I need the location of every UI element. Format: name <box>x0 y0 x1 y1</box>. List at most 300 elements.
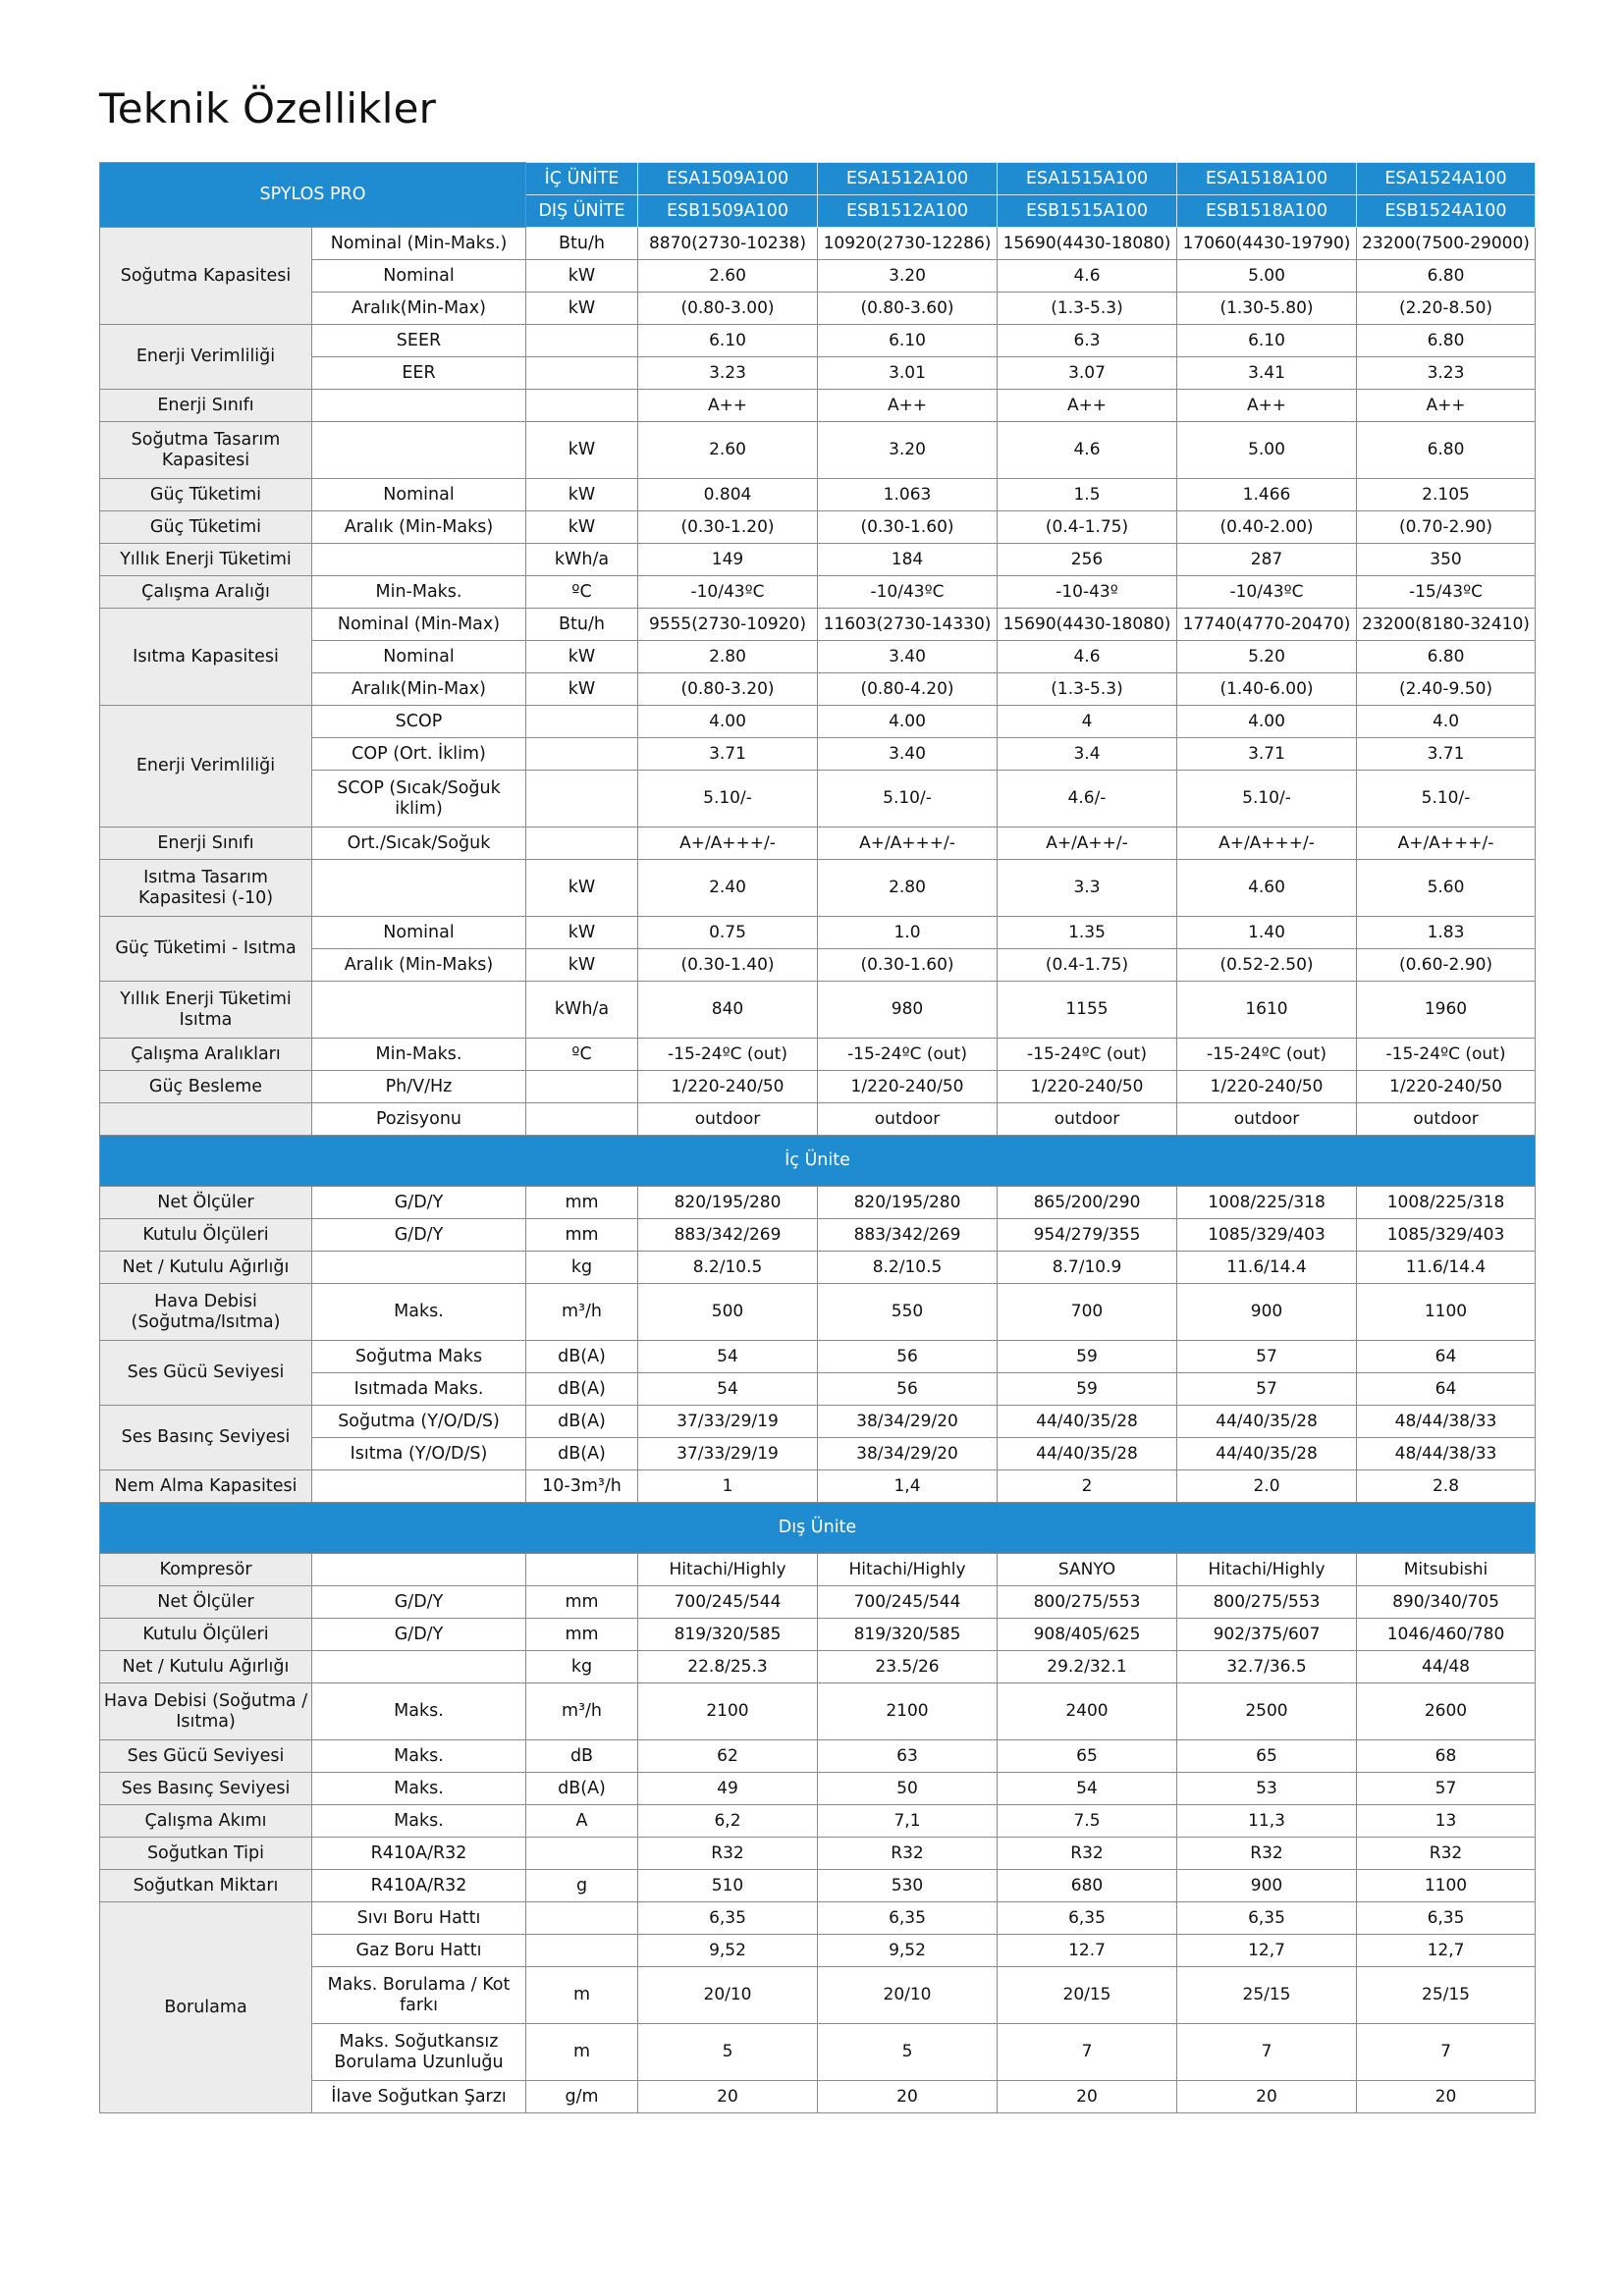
table-row <box>100 609 1536 641</box>
value-cell: 20/10 <box>638 1967 818 2024</box>
table-row <box>100 2024 1536 2081</box>
row-sub-label: Isıtma (Y/O/D/S) <box>312 1438 526 1470</box>
value-cell: 68 <box>1357 1740 1536 1773</box>
value-cell: 56 <box>818 1341 998 1373</box>
row-sub-label: Ph/V/Hz <box>312 1071 526 1103</box>
value-cell: outdoor <box>818 1103 998 1136</box>
value-cell: 37/33/29/19 <box>638 1406 818 1438</box>
row-sub-label <box>312 860 526 917</box>
indoor-model: ESA1515A100 <box>998 163 1177 195</box>
value-cell: 2.60 <box>638 422 818 479</box>
value-cell: 908/405/625 <box>998 1619 1177 1651</box>
value-cell: 65 <box>998 1740 1177 1773</box>
value-cell: 6,35 <box>998 1902 1177 1935</box>
row-group-label: Net / Kutulu Ağırlığı <box>100 1651 312 1683</box>
value-cell: 3.41 <box>1177 357 1357 390</box>
value-cell: 2.60 <box>638 260 818 293</box>
row-group-label: Nem Alma Kapasitesi <box>100 1470 312 1503</box>
row-sub-label <box>312 1554 526 1586</box>
value-cell: 11.6/14.4 <box>1177 1252 1357 1284</box>
row-sub-label: Maks. Borulama / Kot farkı <box>312 1967 526 2024</box>
value-cell: 1/220-240/50 <box>1357 1071 1536 1103</box>
table-row <box>100 576 1536 609</box>
table-row <box>100 1103 1536 1136</box>
row-sub-label: Maks. Soğutkansız Borulama Uzunluğu <box>312 2024 526 2081</box>
value-cell: 8870(2730-10238) <box>638 228 818 260</box>
table-row <box>100 1406 1536 1438</box>
value-cell: 57 <box>1177 1341 1357 1373</box>
value-cell: 7.5 <box>998 1805 1177 1838</box>
value-cell: 6.10 <box>638 325 818 357</box>
value-cell: Hitachi/Highly <box>1177 1554 1357 1586</box>
row-sub-label: Isıtmada Maks. <box>312 1373 526 1406</box>
value-cell: 700 <box>998 1284 1177 1341</box>
value-cell: 350 <box>1357 544 1536 576</box>
row-unit: dB(A) <box>526 1773 638 1805</box>
value-cell: 57 <box>1357 1773 1536 1805</box>
table-row <box>100 293 1536 325</box>
row-sub-label: Gaz Boru Hattı <box>312 1935 526 1967</box>
row-group-label: Hava Debisi (Soğutma/Isıtma) <box>100 1284 312 1341</box>
row-sub-label <box>312 422 526 479</box>
value-cell: 7 <box>998 2024 1177 2081</box>
value-cell: Hitachi/Highly <box>818 1554 998 1586</box>
row-unit: dB <box>526 1740 638 1773</box>
value-cell: 3.71 <box>638 738 818 771</box>
value-cell: 20 <box>1357 2081 1536 2113</box>
row-group-label: Güç Tüketimi <box>100 511 312 544</box>
value-cell: -15-24ºC (out) <box>1177 1039 1357 1071</box>
value-cell: A+/A+++/- <box>1357 828 1536 860</box>
value-cell: 6.3 <box>998 325 1177 357</box>
value-cell: 23.5/26 <box>818 1651 998 1683</box>
value-cell: 20 <box>638 2081 818 2113</box>
value-cell: 954/279/355 <box>998 1219 1177 1252</box>
table-row <box>100 949 1536 982</box>
spec-table-body <box>100 163 1536 2113</box>
value-cell: 12,7 <box>1357 1935 1536 1967</box>
outdoor-unit-label: DIŞ ÜNİTE <box>526 195 638 228</box>
row-sub-label: Nominal <box>312 479 526 511</box>
value-cell: 820/195/280 <box>638 1187 818 1219</box>
value-cell: 890/340/705 <box>1357 1586 1536 1619</box>
table-row <box>100 738 1536 771</box>
value-cell: 530 <box>818 1870 998 1902</box>
value-cell: 53 <box>1177 1773 1357 1805</box>
value-cell: 700/245/544 <box>818 1586 998 1619</box>
row-unit: m <box>526 1967 638 2024</box>
row-group-label: Soğutma Kapasitesi <box>100 228 312 325</box>
row-group-label: Ses Gücü Seviyesi <box>100 1341 312 1406</box>
row-unit: kW <box>526 479 638 511</box>
row-sub-label: Maks. <box>312 1683 526 1740</box>
value-cell: outdoor <box>998 1103 1177 1136</box>
value-cell: 13 <box>1357 1805 1536 1838</box>
table-row <box>100 1870 1536 1902</box>
value-cell: 0.75 <box>638 917 818 949</box>
value-cell: 5.00 <box>1177 422 1357 479</box>
value-cell: -10-43º <box>998 576 1177 609</box>
value-cell: 4.6 <box>998 260 1177 293</box>
value-cell: (0.70-2.90) <box>1357 511 1536 544</box>
table-row <box>100 1554 1536 1586</box>
table-row <box>100 390 1536 422</box>
row-sub-label <box>312 1470 526 1503</box>
row-sub-label: Nominal <box>312 260 526 293</box>
table-row <box>100 1470 1536 1503</box>
outdoor-model: ESB1509A100 <box>638 195 818 228</box>
value-cell: 25/15 <box>1357 1967 1536 2024</box>
value-cell: (1.3-5.3) <box>998 293 1177 325</box>
row-unit <box>526 828 638 860</box>
table-row <box>100 1219 1536 1252</box>
row-unit: dB(A) <box>526 1438 638 1470</box>
value-cell: A+/A+++/- <box>1177 828 1357 860</box>
value-cell: 2100 <box>638 1683 818 1740</box>
row-unit: kW <box>526 673 638 706</box>
table-row <box>100 1683 1536 1740</box>
value-cell: 3.07 <box>998 357 1177 390</box>
value-cell: 4.6/- <box>998 771 1177 828</box>
row-unit: Btu/h <box>526 609 638 641</box>
value-cell: 9,52 <box>638 1935 818 1967</box>
row-sub-label: SCOP <box>312 706 526 738</box>
value-cell: 6,35 <box>638 1902 818 1935</box>
value-cell: 54 <box>998 1773 1177 1805</box>
table-row <box>100 1740 1536 1773</box>
row-sub-label: Maks. <box>312 1284 526 1341</box>
table-row <box>100 260 1536 293</box>
row-unit: kWh/a <box>526 544 638 576</box>
row-group-label: Soğutkan Tipi <box>100 1838 312 1870</box>
table-row <box>100 860 1536 917</box>
row-sub-label <box>312 1651 526 1683</box>
value-cell: (2.20-8.50) <box>1357 293 1536 325</box>
value-cell: 1100 <box>1357 1870 1536 1902</box>
row-group-label: Isıtma Kapasitesi <box>100 609 312 706</box>
value-cell: 11.6/14.4 <box>1357 1252 1536 1284</box>
table-row <box>100 1373 1536 1406</box>
value-cell: 3.23 <box>638 357 818 390</box>
value-cell: 7 <box>1357 2024 1536 2081</box>
value-cell: 6.10 <box>1177 325 1357 357</box>
row-sub-label: G/D/Y <box>312 1619 526 1651</box>
row-unit <box>526 706 638 738</box>
value-cell: 4 <box>998 706 1177 738</box>
value-cell: 5.10/- <box>638 771 818 828</box>
value-cell: 1.063 <box>818 479 998 511</box>
value-cell: R32 <box>998 1838 1177 1870</box>
section-header-row <box>100 1503 1536 1554</box>
outdoor-model: ESB1512A100 <box>818 195 998 228</box>
table-row <box>100 1438 1536 1470</box>
value-cell: 6,35 <box>818 1902 998 1935</box>
table-row <box>100 1039 1536 1071</box>
table-row <box>100 1586 1536 1619</box>
value-cell: (0.40-2.00) <box>1177 511 1357 544</box>
row-group-label: Güç Tüketimi - Isıtma <box>100 917 312 982</box>
value-cell: 1085/329/403 <box>1357 1219 1536 1252</box>
value-cell: -15/43ºC <box>1357 576 1536 609</box>
row-unit <box>526 738 638 771</box>
row-unit: A <box>526 1805 638 1838</box>
table-row <box>100 325 1536 357</box>
table-row <box>100 828 1536 860</box>
value-cell: 25/15 <box>1177 1967 1357 2024</box>
value-cell: 15690(4430-18080) <box>998 228 1177 260</box>
row-sub-label: Nominal (Min-Maks.) <box>312 228 526 260</box>
table-row <box>100 982 1536 1039</box>
row-sub-label: Min-Maks. <box>312 1039 526 1071</box>
value-cell: 800/275/553 <box>1177 1586 1357 1619</box>
outdoor-model: ESB1515A100 <box>998 195 1177 228</box>
row-group-label: Ses Basınç Seviyesi <box>100 1773 312 1805</box>
value-cell: 7,1 <box>818 1805 998 1838</box>
value-cell: 8.2/10.5 <box>638 1252 818 1284</box>
value-cell: (0.4-1.75) <box>998 511 1177 544</box>
row-sub-label <box>312 390 526 422</box>
value-cell: (0.52-2.50) <box>1177 949 1357 982</box>
value-cell: 44/40/35/28 <box>1177 1438 1357 1470</box>
value-cell: 20/15 <box>998 1967 1177 2024</box>
row-sub-label: R410A/R32 <box>312 1870 526 1902</box>
table-row <box>100 673 1536 706</box>
row-unit: kW <box>526 422 638 479</box>
value-cell: 902/375/607 <box>1177 1619 1357 1651</box>
value-cell: 22.8/25.3 <box>638 1651 818 1683</box>
row-group-label: Soğutkan Miktarı <box>100 1870 312 1902</box>
value-cell: (0.30-1.20) <box>638 511 818 544</box>
table-row <box>100 1838 1536 1870</box>
value-cell: (0.60-2.90) <box>1357 949 1536 982</box>
row-group-label: Yıllık Enerji Tüketimi Isıtma <box>100 982 312 1039</box>
row-sub-label: İlave Soğutkan Şarzı <box>312 2081 526 2113</box>
value-cell: -15-24ºC (out) <box>1357 1039 1536 1071</box>
value-cell: 64 <box>1357 1373 1536 1406</box>
value-cell: A++ <box>638 390 818 422</box>
value-cell: -10/43ºC <box>1177 576 1357 609</box>
value-cell: 1.40 <box>1177 917 1357 949</box>
row-group-label: Borulama <box>100 1902 312 2113</box>
value-cell: (0.80-3.20) <box>638 673 818 706</box>
row-unit: kW <box>526 511 638 544</box>
row-sub-label: Nominal <box>312 917 526 949</box>
value-cell: 62 <box>638 1740 818 1773</box>
table-row <box>100 2081 1536 2113</box>
value-cell: A++ <box>998 390 1177 422</box>
indoor-unit-label: İÇ ÜNİTE <box>526 163 638 195</box>
value-cell: 23200(8180-32410) <box>1357 609 1536 641</box>
value-cell: 865/200/290 <box>998 1187 1177 1219</box>
value-cell: -15-24ºC (out) <box>818 1039 998 1071</box>
value-cell: 1,4 <box>818 1470 998 1503</box>
row-unit: m³/h <box>526 1284 638 1341</box>
row-unit: m³/h <box>526 1683 638 1740</box>
row-group-label <box>100 1103 312 1136</box>
row-group-label: Çalışma Aralıkları <box>100 1039 312 1071</box>
table-row <box>100 1967 1536 2024</box>
row-sub-label: Aralık(Min-Max) <box>312 673 526 706</box>
value-cell: 0.804 <box>638 479 818 511</box>
row-unit <box>526 1902 638 1935</box>
value-cell: 4.6 <box>998 422 1177 479</box>
value-cell: 500 <box>638 1284 818 1341</box>
row-unit: kg <box>526 1252 638 1284</box>
row-sub-label: SEER <box>312 325 526 357</box>
table-row <box>100 357 1536 390</box>
value-cell: 1.5 <box>998 479 1177 511</box>
value-cell: (0.80-4.20) <box>818 673 998 706</box>
table-row <box>100 1935 1536 1967</box>
value-cell: 12,7 <box>1177 1935 1357 1967</box>
value-cell: 1.466 <box>1177 479 1357 511</box>
value-cell: 8.2/10.5 <box>818 1252 998 1284</box>
value-cell: 5 <box>818 2024 998 2081</box>
row-unit: kW <box>526 949 638 982</box>
row-sub-label: Aralık (Min-Maks) <box>312 949 526 982</box>
value-cell: 20/10 <box>818 1967 998 2024</box>
value-cell: 48/44/38/33 <box>1357 1438 1536 1470</box>
row-unit: dB(A) <box>526 1406 638 1438</box>
value-cell: 2100 <box>818 1683 998 1740</box>
value-cell: 17740(4770-20470) <box>1177 609 1357 641</box>
row-group-label: Güç Tüketimi <box>100 479 312 511</box>
row-unit: dB(A) <box>526 1341 638 1373</box>
value-cell: 700/245/544 <box>638 1586 818 1619</box>
header-row-indoor <box>100 163 1536 195</box>
value-cell: 819/320/585 <box>638 1619 818 1651</box>
row-group-label: Isıtma Tasarım Kapasitesi (-10) <box>100 860 312 917</box>
value-cell: 1008/225/318 <box>1357 1187 1536 1219</box>
row-group-label: Kutulu Ölçüleri <box>100 1219 312 1252</box>
value-cell: 20 <box>818 2081 998 2113</box>
value-cell: 1.35 <box>998 917 1177 949</box>
row-sub-label <box>312 982 526 1039</box>
value-cell: 1155 <box>998 982 1177 1039</box>
value-cell: 10920(2730-12286) <box>818 228 998 260</box>
row-unit: kW <box>526 860 638 917</box>
row-unit: Btu/h <box>526 228 638 260</box>
table-row <box>100 1805 1536 1838</box>
value-cell: 6.80 <box>1357 325 1536 357</box>
value-cell: 5.20 <box>1177 641 1357 673</box>
value-cell: 184 <box>818 544 998 576</box>
row-sub-label <box>312 1252 526 1284</box>
value-cell: 6.80 <box>1357 641 1536 673</box>
value-cell: 44/40/35/28 <box>1177 1406 1357 1438</box>
table-row <box>100 1187 1536 1219</box>
value-cell: A+/A+++/- <box>818 828 998 860</box>
row-group-label: Net Ölçüler <box>100 1586 312 1619</box>
row-unit: kg <box>526 1651 638 1683</box>
value-cell: 510 <box>638 1870 818 1902</box>
row-unit: mm <box>526 1586 638 1619</box>
value-cell: 12.7 <box>998 1935 1177 1967</box>
value-cell: 5.10/- <box>1177 771 1357 828</box>
value-cell: 44/40/35/28 <box>998 1438 1177 1470</box>
row-sub-label: SCOP (Sıcak/Soğuk iklim) <box>312 771 526 828</box>
row-sub-label: Maks. <box>312 1773 526 1805</box>
row-group-label: Enerji Sınıfı <box>100 390 312 422</box>
value-cell: 32.7/36.5 <box>1177 1651 1357 1683</box>
product-name: SPYLOS PRO <box>100 163 526 228</box>
value-cell: 2400 <box>998 1683 1177 1740</box>
row-unit: ºC <box>526 1039 638 1071</box>
value-cell: 3.40 <box>818 738 998 771</box>
value-cell: (1.3-5.3) <box>998 673 1177 706</box>
row-group-label: Ses Basınç Seviyesi <box>100 1406 312 1470</box>
value-cell: 6,2 <box>638 1805 818 1838</box>
value-cell: Mitsubishi <box>1357 1554 1536 1586</box>
value-cell: (1.30-5.80) <box>1177 293 1357 325</box>
value-cell: 1/220-240/50 <box>998 1071 1177 1103</box>
value-cell: 1 <box>638 1470 818 1503</box>
value-cell: (0.4-1.75) <box>998 949 1177 982</box>
table-row <box>100 544 1536 576</box>
section-header-row <box>100 1136 1536 1187</box>
value-cell: outdoor <box>1177 1103 1357 1136</box>
value-cell: 3.4 <box>998 738 1177 771</box>
value-cell: 2.80 <box>818 860 998 917</box>
value-cell: (2.40-9.50) <box>1357 673 1536 706</box>
row-group-label: Enerji Verimliliği <box>100 325 312 390</box>
value-cell: A++ <box>1357 390 1536 422</box>
row-sub-label: Nominal (Min-Max) <box>312 609 526 641</box>
row-group-label: Kompresör <box>100 1554 312 1586</box>
value-cell: 4.00 <box>818 706 998 738</box>
row-unit <box>526 357 638 390</box>
row-sub-label: Aralık(Min-Max) <box>312 293 526 325</box>
value-cell: A++ <box>1177 390 1357 422</box>
value-cell: 48/44/38/33 <box>1357 1406 1536 1438</box>
value-cell: 6.80 <box>1357 260 1536 293</box>
value-cell: 3.71 <box>1177 738 1357 771</box>
indoor-model: ESA1509A100 <box>638 163 818 195</box>
value-cell: 56 <box>818 1373 998 1406</box>
table-row <box>100 1071 1536 1103</box>
value-cell: 840 <box>638 982 818 1039</box>
value-cell: 2.8 <box>1357 1470 1536 1503</box>
value-cell: (0.30-1.60) <box>818 511 998 544</box>
row-unit: 10-3m³/h <box>526 1470 638 1503</box>
value-cell: 5.10/- <box>1357 771 1536 828</box>
row-group-label: Net Ölçüler <box>100 1187 312 1219</box>
value-cell: 5.10/- <box>818 771 998 828</box>
row-group-label: Enerji Verimliliği <box>100 706 312 828</box>
value-cell: 3.40 <box>818 641 998 673</box>
row-unit <box>526 1554 638 1586</box>
value-cell: A+/A++/- <box>998 828 1177 860</box>
section-title: İç Ünite <box>100 1136 1536 1187</box>
value-cell: 800/275/553 <box>998 1586 1177 1619</box>
row-unit <box>526 390 638 422</box>
value-cell: 1.83 <box>1357 917 1536 949</box>
row-unit: kW <box>526 293 638 325</box>
value-cell: 3.20 <box>818 422 998 479</box>
value-cell: -15-24ºC (out) <box>998 1039 1177 1071</box>
value-cell: 4.00 <box>638 706 818 738</box>
row-sub-label: G/D/Y <box>312 1586 526 1619</box>
row-unit <box>526 1935 638 1967</box>
value-cell: 57 <box>1177 1373 1357 1406</box>
row-sub-label: Aralık (Min-Maks) <box>312 511 526 544</box>
value-cell: 1085/329/403 <box>1177 1219 1357 1252</box>
value-cell: -10/43ºC <box>638 576 818 609</box>
row-group-label: Enerji Sınıfı <box>100 828 312 860</box>
value-cell: 3.3 <box>998 860 1177 917</box>
value-cell: 3.71 <box>1357 738 1536 771</box>
value-cell: 900 <box>1177 1870 1357 1902</box>
